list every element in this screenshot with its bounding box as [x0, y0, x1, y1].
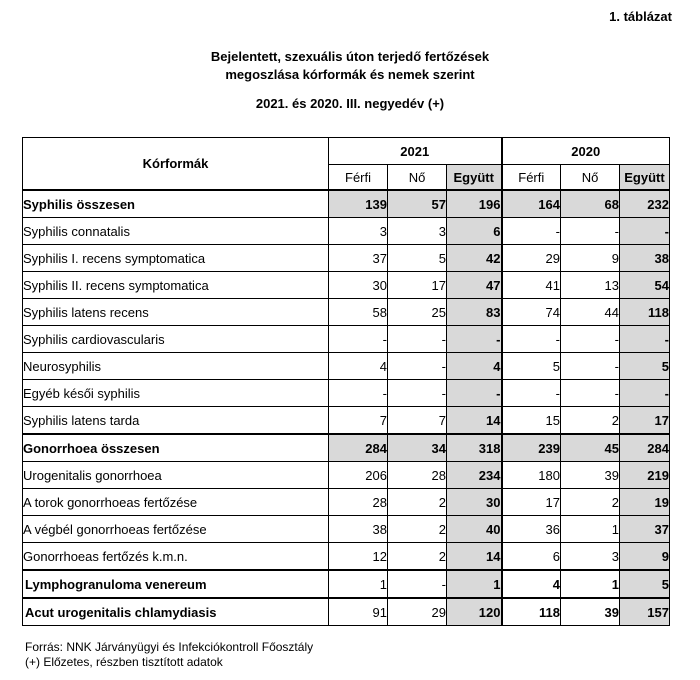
footer-note: (+) Előzetes, részben tisztított adatok	[25, 655, 223, 669]
cell-value: 2	[561, 407, 620, 435]
cell-value: 1	[561, 570, 620, 598]
cell-value: 42	[447, 245, 502, 272]
cell-value: 219	[620, 462, 670, 489]
cell-value: -	[620, 380, 670, 407]
cell-value: 25	[388, 299, 447, 326]
cell-value: 1	[561, 516, 620, 543]
cell-value: 91	[329, 598, 388, 626]
cell-value: 3	[561, 543, 620, 571]
header-no-2021: Nő	[388, 165, 447, 191]
cell-value: 5	[620, 570, 670, 598]
cell-value: 57	[388, 190, 447, 218]
cell-value: 2	[388, 543, 447, 571]
cell-value: 38	[329, 516, 388, 543]
cell-value: 30	[447, 489, 502, 516]
footer-source: Forrás: NNK Járványügyi és Infekciókontroll Főosztály	[25, 640, 314, 654]
cell-value: -	[447, 380, 502, 407]
table-row	[23, 272, 670, 299]
cell-value: 139	[329, 190, 388, 218]
cell-value: 2	[388, 516, 447, 543]
cell-value: 6	[447, 218, 502, 245]
header-egyutt-2021: Együtt	[447, 165, 502, 191]
table-row	[23, 380, 670, 407]
cell-value: 1	[329, 570, 388, 598]
cell-value: 17	[502, 489, 561, 516]
row-label: Syphilis latens tarda	[23, 407, 329, 435]
cell-value: 13	[561, 272, 620, 299]
cell-value: 15	[502, 407, 561, 435]
table-row	[23, 543, 670, 571]
cell-value: 180	[502, 462, 561, 489]
row-label: Gonorrhoeas fertőzés k.m.n.	[23, 543, 329, 571]
cell-value: 284	[329, 434, 388, 462]
row-label: Urogenitalis gonorrhoea	[23, 462, 329, 489]
cell-value: 30	[329, 272, 388, 299]
table-row	[23, 245, 670, 272]
cell-value: 234	[447, 462, 502, 489]
cell-value: 1	[447, 570, 502, 598]
cell-value: 28	[388, 462, 447, 489]
cell-value: -	[502, 218, 561, 245]
header-korformak: Kórformák	[23, 138, 329, 191]
row-label: Syphilis latens recens	[23, 299, 329, 326]
header-ferfi-2020: Férfi	[502, 165, 561, 191]
cell-value: -	[447, 326, 502, 353]
table-row	[23, 353, 670, 380]
cell-value: -	[388, 380, 447, 407]
cell-value: 120	[447, 598, 502, 626]
cell-value: 5	[502, 353, 561, 380]
cell-value: -	[388, 570, 447, 598]
cell-value: 12	[329, 543, 388, 571]
row-label: Egyéb késői syphilis	[23, 380, 329, 407]
cell-value: -	[620, 326, 670, 353]
cell-value: 39	[561, 598, 620, 626]
cell-value: 9	[620, 543, 670, 571]
table-number: 1. táblázat	[609, 9, 672, 24]
row-label: A torok gonorrhoeas fertőzése	[23, 489, 329, 516]
table-title-line2: megoszlása kórformák és nemek szerint	[225, 67, 475, 82]
table-row	[23, 598, 670, 626]
row-label: Neurosyphilis	[23, 353, 329, 380]
cell-value: 2	[561, 489, 620, 516]
table-row	[23, 434, 670, 462]
table-row	[23, 190, 670, 218]
cell-value: 5	[388, 245, 447, 272]
table-row	[23, 570, 670, 598]
cell-value: 3	[388, 218, 447, 245]
table-row	[23, 462, 670, 489]
cell-value: 5	[620, 353, 670, 380]
cell-value: 164	[502, 190, 561, 218]
cell-value: -	[502, 326, 561, 353]
cell-value: -	[502, 380, 561, 407]
row-label: Syphilis I. recens symptomatica	[23, 245, 329, 272]
header-year-2021: 2021	[329, 138, 502, 165]
header-year-2020: 2020	[502, 138, 670, 165]
cell-value: 7	[329, 407, 388, 435]
row-label: Syphilis cardiovascularis	[23, 326, 329, 353]
cell-value: 39	[561, 462, 620, 489]
cell-value: 4	[447, 353, 502, 380]
cell-value: -	[388, 353, 447, 380]
cell-value: -	[388, 326, 447, 353]
table-row	[23, 299, 670, 326]
cell-value: 2	[388, 489, 447, 516]
cell-value: 29	[388, 598, 447, 626]
cell-value: 118	[620, 299, 670, 326]
cell-value: -	[561, 353, 620, 380]
cell-value: 232	[620, 190, 670, 218]
cell-value: 9	[561, 245, 620, 272]
data-table	[22, 137, 670, 626]
cell-value: 6	[502, 543, 561, 571]
cell-value: 36	[502, 516, 561, 543]
header-egyutt-2020: Együtt	[620, 165, 670, 191]
cell-value: 68	[561, 190, 620, 218]
row-label: Syphilis II. recens symptomatica	[23, 272, 329, 299]
cell-value: 38	[620, 245, 670, 272]
cell-value: 157	[620, 598, 670, 626]
row-label: Syphilis connatalis	[23, 218, 329, 245]
cell-value: 284	[620, 434, 670, 462]
cell-value: -	[561, 218, 620, 245]
cell-value: -	[561, 380, 620, 407]
cell-value: 74	[502, 299, 561, 326]
cell-value: 14	[447, 407, 502, 435]
cell-value: 28	[329, 489, 388, 516]
cell-value: 118	[502, 598, 561, 626]
cell-value: -	[620, 218, 670, 245]
cell-value: 45	[561, 434, 620, 462]
cell-value: 37	[329, 245, 388, 272]
table-body	[23, 190, 670, 626]
header-ferfi-2021: Férfi	[329, 165, 388, 191]
cell-value: 34	[388, 434, 447, 462]
cell-value: 3	[329, 218, 388, 245]
cell-value: -	[329, 326, 388, 353]
cell-value: 83	[447, 299, 502, 326]
cell-value: 47	[447, 272, 502, 299]
row-label: Acut urogenitalis chlamydiasis	[23, 598, 329, 626]
cell-value: 19	[620, 489, 670, 516]
row-label: Syphilis összesen	[23, 190, 329, 218]
cell-value: -	[329, 380, 388, 407]
cell-value: 29	[502, 245, 561, 272]
cell-value: 318	[447, 434, 502, 462]
row-label: Lymphogranuloma venereum	[23, 570, 329, 598]
cell-value: 7	[388, 407, 447, 435]
table-row	[23, 407, 670, 435]
cell-value: 17	[620, 407, 670, 435]
cell-value: 41	[502, 272, 561, 299]
cell-value: 239	[502, 434, 561, 462]
cell-value: 58	[329, 299, 388, 326]
table-row	[23, 516, 670, 543]
cell-value: 37	[620, 516, 670, 543]
table-title-line1: Bejelentett, szexuális úton terjedő fertőzések	[210, 49, 490, 64]
table-row	[23, 326, 670, 353]
cell-value: 17	[388, 272, 447, 299]
row-label: Gonorrhoea összesen	[23, 434, 329, 462]
header-no-2020: Nő	[561, 165, 620, 191]
table-subtitle: 2021. és 2020. III. negyedév (+)	[255, 96, 445, 111]
cell-value: 4	[502, 570, 561, 598]
cell-value: 14	[447, 543, 502, 571]
cell-value: 4	[329, 353, 388, 380]
row-label: A végbél gonorrhoeas fertőzése	[23, 516, 329, 543]
cell-value: 44	[561, 299, 620, 326]
cell-value: 196	[447, 190, 502, 218]
cell-value: -	[561, 326, 620, 353]
cell-value: 40	[447, 516, 502, 543]
table-row	[23, 218, 670, 245]
cell-value: 206	[329, 462, 388, 489]
table-row	[23, 489, 670, 516]
cell-value: 54	[620, 272, 670, 299]
